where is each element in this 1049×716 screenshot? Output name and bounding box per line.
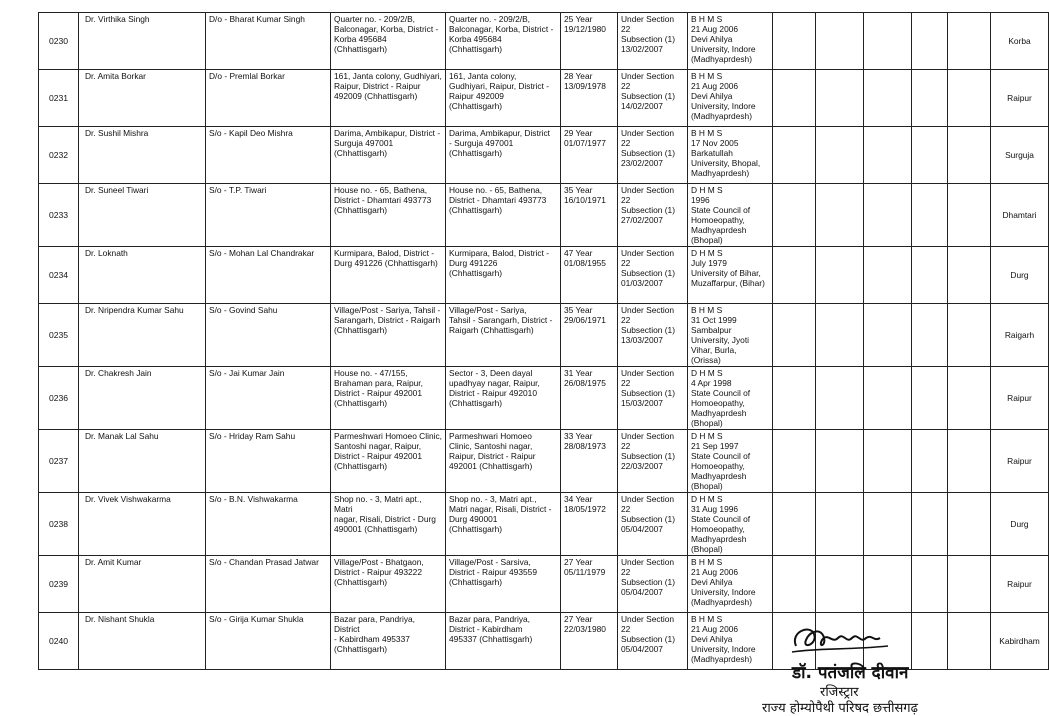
serial-number-cell: 0237 <box>39 430 79 493</box>
registration-section-cell: Under Section 22 Subsection (1) 13/03/2007 <box>618 304 688 367</box>
registrar-name: डॉ. पतंजलि दीवान <box>792 663 909 683</box>
relation-cell: S/o - Kapil Deo Mishra <box>206 127 331 184</box>
permanent-address-cell: 161, Janta colony, Gudhiyari, Raipur, District - Raipur 492009 (Chhattisgarh) <box>331 70 446 127</box>
age-dob-cell: 25 Year 19/12/1980 <box>561 13 618 70</box>
empty-cell <box>948 613 991 670</box>
registration-section-cell: Under Section 22 Subsection (1) 27/02/2007 <box>618 184 688 247</box>
empty-cell <box>948 184 991 247</box>
empty-cell <box>773 13 816 70</box>
doctor-name-cell: Dr. Nishant Shukla <box>79 613 206 670</box>
empty-cell <box>816 127 864 184</box>
table-row <box>39 430 1049 493</box>
table-row <box>39 13 1049 70</box>
doctor-name-cell: Dr. Virthika Singh <box>79 13 206 70</box>
table-row <box>39 127 1049 184</box>
empty-cell <box>912 247 948 304</box>
district-cell: Raipur <box>991 70 1049 127</box>
qualification-cell: D H M S 1996 State Council of Homoeopathy, Madhyaprdesh (Bhopal) <box>688 184 773 247</box>
correspondence-address-cell: Sector - 3, Deen dayal upadhyay nagar, Raipur, District - Raipur 492010 (Chhattisgarh) <box>446 367 561 430</box>
relation-cell: S/o - T.P. Tiwari <box>206 184 331 247</box>
doctor-name-cell: Dr. Nripendra Kumar Sahu <box>79 304 206 367</box>
correspondence-address-cell: Quarter no. - 209/2/B, Balconagar, Korba, District - Korba 495684 (Chhattisgarh) <box>446 13 561 70</box>
empty-cell <box>912 13 948 70</box>
correspondence-address-cell: Darima, Ambikapur, District - Surguja 497001 (Chhattisgarh) <box>446 127 561 184</box>
age-dob-cell: 27 Year 22/03/1980 <box>561 613 618 670</box>
empty-cell <box>948 70 991 127</box>
qualification-cell: B H M S 17 Nov 2005 Barkatullah University, Bhopal, Madhyaprdesh) <box>688 127 773 184</box>
empty-cell <box>912 556 948 613</box>
empty-cell <box>912 613 948 670</box>
empty-cell <box>912 430 948 493</box>
table-row <box>39 184 1049 247</box>
serial-number-cell: 0235 <box>39 304 79 367</box>
correspondence-address-cell: Shop no. - 3, Matri apt., Matri nagar, Risali, District - Durg 490001 (Chhattisgarh) <box>446 493 561 556</box>
serial-number-cell: 0231 <box>39 70 79 127</box>
serial-number-cell: 0230 <box>39 13 79 70</box>
empty-cell <box>912 367 948 430</box>
registration-section-cell: Under Section 22 Subsection (1) 05/04/2007 <box>618 493 688 556</box>
district-cell: Korba <box>991 13 1049 70</box>
permanent-address-cell: Darima, Ambikapur, District - Surguja 497001 (Chhattisgarh) <box>331 127 446 184</box>
empty-cell <box>864 304 912 367</box>
district-cell: Durg <box>991 247 1049 304</box>
empty-cell <box>948 304 991 367</box>
serial-number-cell: 0233 <box>39 184 79 247</box>
relation-cell: S/o - Hriday Ram Sahu <box>206 430 331 493</box>
qualification-cell: D H M S 21 Sep 1997 State Council of Homoeopathy, Madhyaprdesh (Bhopal) <box>688 430 773 493</box>
permanent-address-cell: House no. - 65, Bathena, District - Dhamtari 493773 (Chhattisgarh) <box>331 184 446 247</box>
relation-cell: S/o - Jai Kumar Jain <box>206 367 331 430</box>
doctor-name-cell: Dr. Vivek Vishwakarma <box>79 493 206 556</box>
empty-cell <box>773 556 816 613</box>
empty-cell <box>948 127 991 184</box>
permanent-address-cell: House no. - 47/155, Brahaman para, Raipur, District - Raipur 492001 (Chhattisgarh) <box>331 367 446 430</box>
permanent-address-cell: Parmeshwari Homoeo Clinic, Santoshi nagar, Raipur, District - Raipur 492001 (Chhattisgarh) <box>331 430 446 493</box>
correspondence-address-cell: Village/Post - Sariya, Tahsil - Sarangarh, District - Raigarh (Chhattisgarh) <box>446 304 561 367</box>
correspondence-address-cell: Kurmipara, Balod, District - Durg 491226 (Chhattisgarh) <box>446 247 561 304</box>
age-dob-cell: 33 Year 28/08/1973 <box>561 430 618 493</box>
empty-cell <box>864 430 912 493</box>
district-cell: Surguja <box>991 127 1049 184</box>
registration-section-cell: Under Section 22 Subsection (1) 22/03/2007 <box>618 430 688 493</box>
empty-cell <box>773 70 816 127</box>
correspondence-address-cell: Bazar para, Pandriya, District - Kabirdham 495337 (Chhattisgarh) <box>446 613 561 670</box>
age-dob-cell: 35 Year 29/06/1971 <box>561 304 618 367</box>
age-dob-cell: 31 Year 26/08/1975 <box>561 367 618 430</box>
relation-cell: D/o - Bharat Kumar Singh <box>206 13 331 70</box>
age-dob-cell: 28 Year 13/09/1978 <box>561 70 618 127</box>
empty-cell <box>948 13 991 70</box>
qualification-cell: B H M S 21 Aug 2006 Devi Ahilya University, Indore (Madhyaprdesh) <box>688 13 773 70</box>
serial-number-cell: 0236 <box>39 367 79 430</box>
qualification-cell: D H M S 4 Apr 1998 State Council of Homoeopathy, Madhyaprdesh (Bhopal) <box>688 367 773 430</box>
table-row <box>39 70 1049 127</box>
district-cell: Kabirdham <box>991 613 1049 670</box>
empty-cell <box>816 304 864 367</box>
qualification-cell: B H M S 21 Aug 2006 Devi Ahilya University, Indore (Madhyaprdesh) <box>688 556 773 613</box>
doctor-name-cell: Dr. Loknath <box>79 247 206 304</box>
empty-cell <box>948 247 991 304</box>
registration-section-cell: Under Section 22 Subsection (1) 13/02/2007 <box>618 13 688 70</box>
table-row <box>39 247 1049 304</box>
serial-number-cell: 0240 <box>39 613 79 670</box>
relation-cell: S/o - B.N. Vishwakarma <box>206 493 331 556</box>
empty-cell <box>864 556 912 613</box>
serial-number-cell: 0239 <box>39 556 79 613</box>
serial-number-cell: 0232 <box>39 127 79 184</box>
empty-cell <box>948 430 991 493</box>
qualification-cell: D H M S 31 Aug 1996 State Council of Homoeopathy, Madhyaprdesh (Bhopal) <box>688 493 773 556</box>
empty-cell <box>816 184 864 247</box>
council-name: राज्य होम्योपैथी परिषद छत्तीसगढ़ <box>762 701 918 716</box>
doctor-name-cell: Dr. Manak Lal Sahu <box>79 430 206 493</box>
permanent-address-cell: Village/Post - Bhatgaon, District - Raipur 493222 (Chhattisgarh) <box>331 556 446 613</box>
doctor-name-cell: Dr. Amita Borkar <box>79 70 206 127</box>
table-row <box>39 367 1049 430</box>
registration-section-cell: Under Section 22 Subsection (1) 05/04/2007 <box>618 556 688 613</box>
permanent-address-cell: Quarter no. - 209/2/B, Balconagar, Korba, District - Korba 495684 (Chhattisgarh) <box>331 13 446 70</box>
qualification-cell: B H M S 21 Aug 2006 Devi Ahilya University, Indore (Madhyaprdesh) <box>688 70 773 127</box>
district-cell: Dhamtari <box>991 184 1049 247</box>
empty-cell <box>816 70 864 127</box>
serial-number-cell: 0234 <box>39 247 79 304</box>
registration-section-cell: Under Section 22 Subsection (1) 14/02/2007 <box>618 70 688 127</box>
empty-cell <box>948 556 991 613</box>
relation-cell: D/o - Premlal Borkar <box>206 70 331 127</box>
serial-number-cell: 0238 <box>39 493 79 556</box>
register-sheet <box>38 12 1040 670</box>
empty-cell <box>912 184 948 247</box>
district-cell: Durg <box>991 493 1049 556</box>
doctor-name-cell: Dr. Amit Kumar <box>79 556 206 613</box>
empty-cell <box>912 493 948 556</box>
correspondence-address-cell: 161, Janta colony, Gudhiyari, Raipur, District - Raipur 492009 (Chhattisgarh) <box>446 70 561 127</box>
empty-cell <box>912 304 948 367</box>
district-cell: Raipur <box>991 430 1049 493</box>
empty-cell <box>864 13 912 70</box>
correspondence-address-cell: Village/Post - Sarsiva, District - Raipur 493559 (Chhattisgarh) <box>446 556 561 613</box>
permanent-address-cell: Kurmipara, Balod, District - Durg 491226 (Chhattisgarh) <box>331 247 446 304</box>
registration-table <box>38 12 1049 670</box>
empty-cell <box>864 127 912 184</box>
age-dob-cell: 47 Year 01/08/1955 <box>561 247 618 304</box>
table-row <box>39 556 1049 613</box>
table-row <box>39 304 1049 367</box>
relation-cell: S/o - Govind Sahu <box>206 304 331 367</box>
relation-cell: S/o - Chandan Prasad Jatwar <box>206 556 331 613</box>
age-dob-cell: 35 Year 16/10/1971 <box>561 184 618 247</box>
empty-cell <box>816 430 864 493</box>
permanent-address-cell: Shop no. - 3, Matri apt., Matri nagar, Risali, District - Durg 490001 (Chhattisgarh) <box>331 493 446 556</box>
qualification-cell: B H M S 21 Aug 2006 Devi Ahilya University, Indore (Madhyaprdesh) <box>688 613 773 670</box>
empty-cell <box>773 247 816 304</box>
relation-cell: S/o - Mohan Lal Chandrakar <box>206 247 331 304</box>
empty-cell <box>773 493 816 556</box>
registrar-signature <box>788 620 898 660</box>
empty-cell <box>816 13 864 70</box>
age-dob-cell: 29 Year 01/07/1977 <box>561 127 618 184</box>
age-dob-cell: 27 Year 05/11/1979 <box>561 556 618 613</box>
doctor-name-cell: Dr. Suneel Tiwari <box>79 184 206 247</box>
empty-cell <box>864 367 912 430</box>
doctor-name-cell: Dr. Sushil Mishra <box>79 127 206 184</box>
registration-section-cell: Under Section 22 Subsection (1) 23/02/2007 <box>618 127 688 184</box>
registrar-title: रजिस्ट्रार <box>820 685 859 700</box>
empty-cell <box>816 247 864 304</box>
table-body <box>39 13 1049 670</box>
table-row <box>39 493 1049 556</box>
empty-cell <box>816 493 864 556</box>
empty-cell <box>864 247 912 304</box>
empty-cell <box>864 493 912 556</box>
registration-section-cell: Under Section 22 Subsection (1) 15/03/2007 <box>618 367 688 430</box>
empty-cell <box>948 493 991 556</box>
district-cell: Raipur <box>991 367 1049 430</box>
relation-cell: S/o - Girija Kumar Shukla <box>206 613 331 670</box>
empty-cell <box>773 127 816 184</box>
registration-section-cell: Under Section 22 Subsection (1) 05/04/2007 <box>618 613 688 670</box>
registration-section-cell: Under Section 22 Subsection (1) 01/03/2007 <box>618 247 688 304</box>
empty-cell <box>912 70 948 127</box>
correspondence-address-cell: Parmeshwari Homoeo Clinic, Santoshi nagar, Raipur, District - Raipur 492001 (Chhattisgarh) <box>446 430 561 493</box>
district-cell: Raigarh <box>991 304 1049 367</box>
district-cell: Raipur <box>991 556 1049 613</box>
doctor-name-cell: Dr. Chakresh Jain <box>79 367 206 430</box>
empty-cell <box>864 70 912 127</box>
empty-cell <box>864 184 912 247</box>
empty-cell <box>773 430 816 493</box>
empty-cell <box>816 556 864 613</box>
qualification-cell: D H M S July 1979 University of Bihar, Muzaffarpur, (Bihar) <box>688 247 773 304</box>
permanent-address-cell: Village/Post - Sariya, Tahsil - Sarangarh, District - Raigarh (Chhattisgarh) <box>331 304 446 367</box>
empty-cell <box>773 304 816 367</box>
empty-cell <box>912 127 948 184</box>
empty-cell <box>948 367 991 430</box>
age-dob-cell: 34 Year 18/05/1972 <box>561 493 618 556</box>
empty-cell <box>773 367 816 430</box>
permanent-address-cell: Bazar para, Pandriya, District - Kabirdham 495337 (Chhattisgarh) <box>331 613 446 670</box>
qualification-cell: B H M S 31 Oct 1999 Sambalpur University, Jyoti Vihar, Burla, (Orissa) <box>688 304 773 367</box>
empty-cell <box>816 367 864 430</box>
empty-cell <box>773 184 816 247</box>
correspondence-address-cell: House no. - 65, Bathena, District - Dhamtari 493773 (Chhattisgarh) <box>446 184 561 247</box>
